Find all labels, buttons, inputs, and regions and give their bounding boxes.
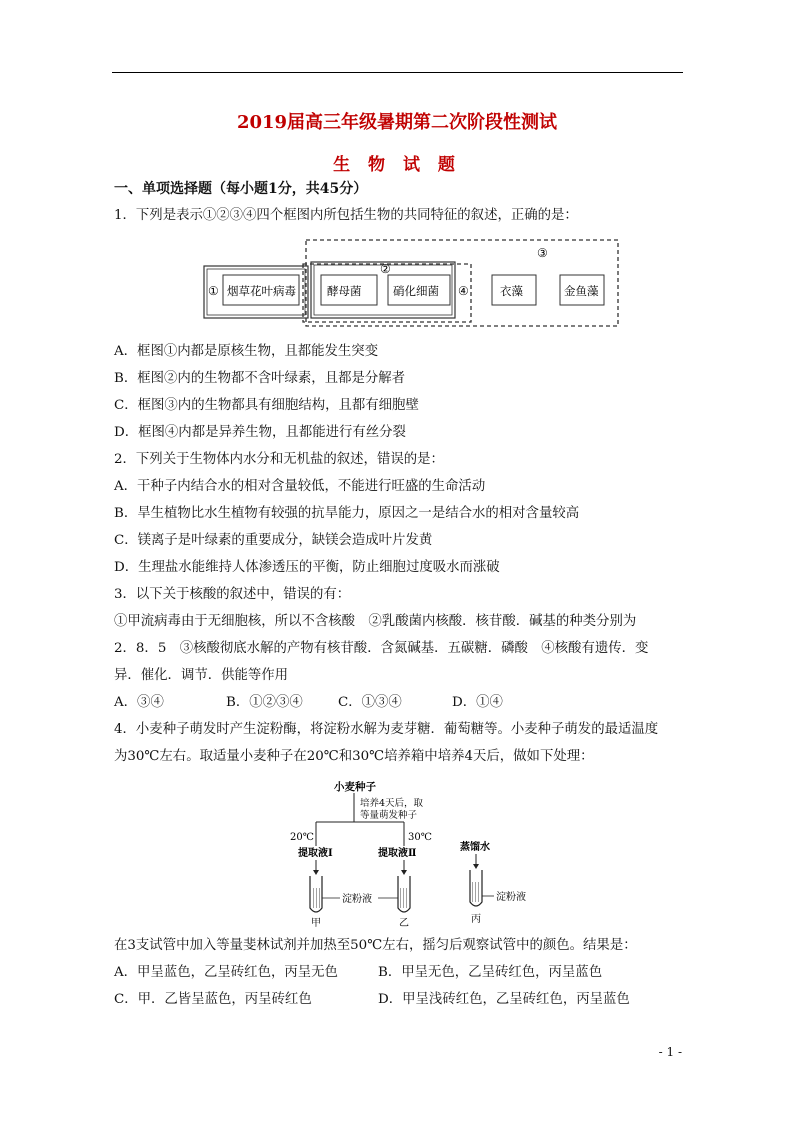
exam-title: 2019届高三年级暑期第二次阶段性测试 <box>236 112 558 133</box>
q3-option-c: C．①③④ <box>338 695 402 710</box>
organism-hornwort: 金鱼藻 <box>564 284 599 298</box>
q2-option-d: D．生理盐水能维持人体渗透压的平衡，防止细胞过度吸水而涨破 <box>114 560 500 575</box>
q1-option-a: A．框图①内都是原核生物，且都能发生突变 <box>114 344 379 359</box>
extract1-label: 提取液Ⅰ <box>298 848 333 859</box>
q3-option-b: B．①②③④ <box>226 695 303 710</box>
q4-option-b: B．甲呈无色，乙呈砖红色，丙呈蓝色 <box>378 965 603 980</box>
q3-option-a: A．③④ <box>114 695 164 710</box>
step-line1: 培养4天后，取 <box>360 798 424 809</box>
box3-label: ③ <box>537 246 548 260</box>
tube-label-jia: 甲 <box>311 918 321 928</box>
extract2-label: 提取液Ⅱ <box>378 848 417 859</box>
tube-label-yi: 乙 <box>399 918 409 928</box>
q4-diagram <box>280 776 540 928</box>
q1-option-b: B．框图②内的生物都不含叶绿素，且都是分解者 <box>114 371 406 386</box>
page-number: - 1 - <box>658 1045 682 1059</box>
q4-option-a: A．甲呈蓝色，乙呈砖红色，丙呈无色 <box>114 965 338 980</box>
q2-option-a: A．干种子内结合水的相对含量较低，不能进行旺盛的生命活动 <box>114 479 486 494</box>
organism-tmv: 烟草花叶病毒 <box>227 284 296 298</box>
seed-label: 小麦种子 <box>334 781 376 793</box>
q1-option-d: D．框图④内都是异养生物，且都能进行有丝分裂 <box>114 425 406 440</box>
tube-label-bing: 丙 <box>471 914 481 925</box>
q4-stem-line2: 为30℃左右。取适量小麦种子在20℃和30℃培养箱中培养4天后，做如下处理： <box>114 749 594 764</box>
tube-jia <box>310 876 322 912</box>
starch-label-1: 淀粉液 <box>342 894 372 905</box>
q3-body-line2: 2．8．5 ③核酸彻底水解的产物有核苷酸．含氮碱基．五碳糖．磷酸 ④核酸有遗传．变 <box>114 641 649 656</box>
q3-option-d: D．①④ <box>452 695 503 710</box>
tube-yi <box>398 876 410 912</box>
starch-label-2: 淀粉液 <box>496 892 526 903</box>
water-label: 蒸馏水 <box>460 842 490 853</box>
q4-option-c: C．甲．乙皆呈蓝色，丙呈砖红色 <box>114 992 312 1007</box>
q2-option-c: C．镁离子是叶绿素的重要成分，缺镁会造成叶片发黄 <box>114 533 433 548</box>
organism-nitrifying: 硝化细菌 <box>393 284 439 298</box>
q4-stem-line1: 4．小麦种子萌发时产生淀粉酶，将淀粉水解为麦芽糖．葡萄糖等。小麦种子萌发的最适温度 <box>114 722 659 737</box>
step-line2: 等量萌发种子 <box>360 810 418 821</box>
organism-yeast: 酵母菌 <box>327 284 362 298</box>
q1-diagram <box>200 238 622 330</box>
organism-chlamydomonas: 衣藻 <box>500 284 523 298</box>
exam-subtitle: 生 物 试 题 <box>333 155 461 175</box>
temp-left: 20℃ <box>290 832 314 843</box>
q4-after: 在3支试管中加入等量斐林试剂并加热至50℃左右，摇匀后观察试管中的颜色。结果是： <box>114 938 637 953</box>
box1-label: ① <box>208 284 219 298</box>
q4-option-d: D．甲呈浅砖红色，乙呈砖红色，丙呈蓝色 <box>378 992 630 1007</box>
q3-body-line1: ①甲流病毒由于无细胞核，所以不含核酸 ②乳酸菌内核酸．核苷酸．碱基的种类分别为 <box>114 614 637 629</box>
q3-body-line3: 异．催化．调节．供能等作用 <box>114 668 289 683</box>
q1-option-c: C．框图③内的生物都具有细胞结构，且都有细胞壁 <box>114 398 419 413</box>
box4-label: ④ <box>458 284 469 298</box>
q2-stem: 2．下列关于生物体内水分和无机盐的叙述，错误的是： <box>114 452 444 467</box>
section-heading: 一、单项选择题（每小题1分，共45分） <box>114 181 368 197</box>
header-rule <box>112 72 683 73</box>
box2-label: ② <box>380 262 391 276</box>
q1-stem: 1．下列是表示①②③④四个框图内所包括生物的共同特征的叙述，正确的是： <box>114 208 578 223</box>
q3-stem: 3．以下关于核酸的叙述中，错误的有： <box>114 587 351 602</box>
temp-right: 30℃ <box>408 832 432 843</box>
box3-frame <box>306 240 618 326</box>
tube-bing <box>470 870 482 906</box>
q2-option-b: B．旱生植物比水生植物有较强的抗旱能力，原因之一是结合水的相对含量较高 <box>114 506 580 521</box>
